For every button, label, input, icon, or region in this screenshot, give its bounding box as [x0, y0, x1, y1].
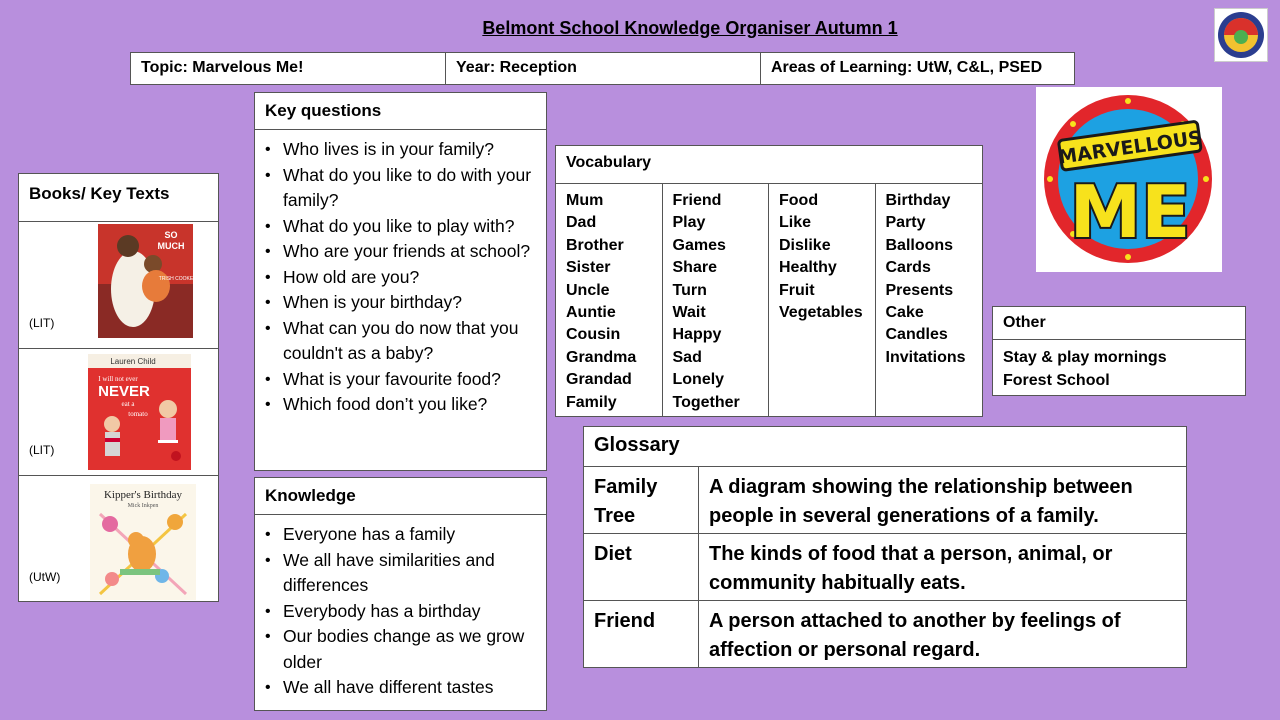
vocab-word: Cards	[885, 259, 931, 277]
book-tag: (LIT)	[29, 316, 55, 330]
book-row	[19, 222, 218, 349]
page-title: Belmont School Knowledge Organiser Autumn 1	[482, 18, 898, 38]
vocab-word: Turn	[672, 281, 707, 299]
cover-author-text: Mick Inkpen	[127, 503, 159, 509]
cover-title-text: MUCH	[157, 241, 185, 251]
other-item: Forest School	[1003, 372, 1110, 389]
vocab-word: Dad	[566, 214, 597, 232]
vocab-word: Dislike	[779, 236, 831, 254]
cover-title-text: Kipper's Birthday	[103, 489, 183, 501]
list-item: • What do you like to play with?	[265, 214, 538, 240]
key-questions-heading: Key questions	[255, 93, 546, 130]
glossary-heading: Glossary	[584, 427, 1186, 467]
vocab-word: Balloons	[885, 236, 954, 254]
vocab-word: Brother	[566, 236, 624, 254]
vocab-word: Play	[672, 214, 706, 232]
glossary-term: Friend	[584, 601, 699, 667]
list-item: • We all have different tastes	[265, 675, 538, 701]
vocab-word: Sad	[672, 348, 702, 366]
vocab-word: Sister	[566, 259, 611, 277]
glossary-definition: A person attached to another by feelings of affection or personal regard.	[709, 610, 1121, 661]
vocab-word: Grandma	[566, 348, 637, 366]
glossary-definition: The kinds of food that a person, animal, or community habitually eats.	[709, 543, 1113, 594]
book-row	[19, 476, 218, 602]
vocabulary-column-family	[556, 184, 663, 416]
header-row	[130, 52, 1075, 85]
vocab-word: Cousin	[566, 326, 621, 344]
vocab-word: Party	[885, 214, 926, 232]
topic-cell: Topic: Marvelous Me!	[131, 53, 446, 84]
year-cell: Year: Reception	[446, 53, 761, 84]
vocab-word: Friend	[672, 192, 722, 209]
other-heading: Other	[993, 307, 1245, 340]
book-cover-so-much	[98, 224, 193, 338]
glossary-row	[584, 601, 1186, 667]
glossary-definition: A diagram showing the relationship between people in several generations of a family.	[709, 476, 1133, 527]
list-item: • Who are your friends at school?	[265, 239, 538, 265]
glossary-panel	[583, 426, 1187, 668]
vocabulary-column-friends	[663, 184, 770, 416]
book-cover-tomato	[88, 354, 191, 470]
books-panel	[18, 173, 219, 602]
book-tag: (UtW)	[29, 570, 61, 584]
book-row	[19, 349, 218, 476]
cover-author-text: TRISH COOKE	[158, 276, 193, 282]
list-item: • What can you do now that you couldn't as a baby?	[265, 316, 538, 367]
school-crest-icon	[1215, 9, 1267, 61]
other-panel	[992, 306, 1246, 396]
cover-author-text: Lauren Child	[110, 357, 156, 366]
vocab-word: Like	[779, 214, 812, 232]
vocab-word: Cake	[885, 304, 924, 322]
marvellous-me-logo	[1036, 87, 1222, 272]
vocab-word: Wait	[672, 304, 706, 322]
other-item: Stay & play mornings	[1003, 349, 1167, 366]
list-item: • How old are you?	[265, 265, 538, 291]
list-item: • When is your birthday?	[265, 290, 538, 316]
vocab-word: Grandad	[566, 371, 632, 389]
list-item: • We all have similarities and differences	[265, 548, 538, 599]
book-tag: (LIT)	[29, 443, 55, 457]
glossary-row	[584, 467, 1186, 534]
vocab-word: Share	[672, 259, 717, 277]
logo-text-me: ME	[1069, 170, 1191, 254]
knowledge-heading: Knowledge	[255, 478, 546, 515]
vocab-word: Uncle	[566, 281, 610, 299]
knowledge-panel	[254, 477, 547, 711]
vocab-word: Vegetables	[779, 304, 863, 322]
glossary-term: Family Tree	[584, 467, 699, 533]
vocab-word: Together	[672, 393, 740, 411]
key-questions-list	[255, 130, 546, 418]
vocab-word: Mum	[566, 192, 604, 209]
glossary-row	[584, 534, 1186, 601]
vocab-word: Games	[672, 236, 726, 254]
svg-text:tomato: tomato	[128, 410, 148, 418]
vocab-word: Invitations	[885, 348, 966, 366]
vocabulary-column-birthday	[876, 184, 983, 416]
school-logo	[1214, 8, 1268, 62]
list-item: • What is your favourite food?	[265, 367, 538, 393]
key-questions-panel	[254, 92, 547, 471]
vocab-word: Presents	[885, 281, 954, 299]
list-item: • Everyone has a family	[265, 522, 538, 548]
vocab-word: Family	[566, 393, 617, 411]
vocabulary-heading: Vocabulary	[556, 146, 982, 184]
svg-text:NEVER: NEVER	[98, 383, 150, 400]
logo-text-marvellous: MARVELLOUS	[1056, 126, 1204, 169]
books-heading: Books/ Key Texts	[19, 174, 218, 222]
knowledge-list	[255, 515, 546, 701]
cover-title-text: SO	[164, 230, 178, 240]
vocabulary-column-food	[769, 184, 876, 416]
list-item: • Everybody has a birthday	[265, 599, 538, 625]
vocab-word: Food	[779, 192, 819, 209]
vocabulary-panel	[555, 145, 983, 417]
vocab-word: Candles	[885, 326, 948, 344]
vocab-word: Healthy	[779, 259, 837, 277]
list-item: • Who lives is in your family?	[265, 137, 538, 163]
vocab-word: Fruit	[779, 281, 815, 299]
svg-text:I will not ever: I will not ever	[98, 375, 138, 383]
svg-text:eat a: eat a	[121, 400, 135, 408]
list-item: • What do you like to do with your family?	[265, 163, 538, 214]
vocab-word: Happy	[672, 326, 722, 344]
glossary-term: Diet	[584, 534, 699, 600]
book-cover-kippers-birthday	[90, 484, 196, 600]
list-item: • Our bodies change as we grow older	[265, 624, 538, 675]
areas-cell: Areas of Learning: UtW, C&L, PSED	[771, 59, 1043, 76]
vocab-word: Auntie	[566, 304, 616, 322]
list-item: • Which food don’t you like?	[265, 392, 538, 418]
vocab-word: Birthday	[885, 192, 951, 209]
vocab-word: Lonely	[672, 371, 725, 389]
